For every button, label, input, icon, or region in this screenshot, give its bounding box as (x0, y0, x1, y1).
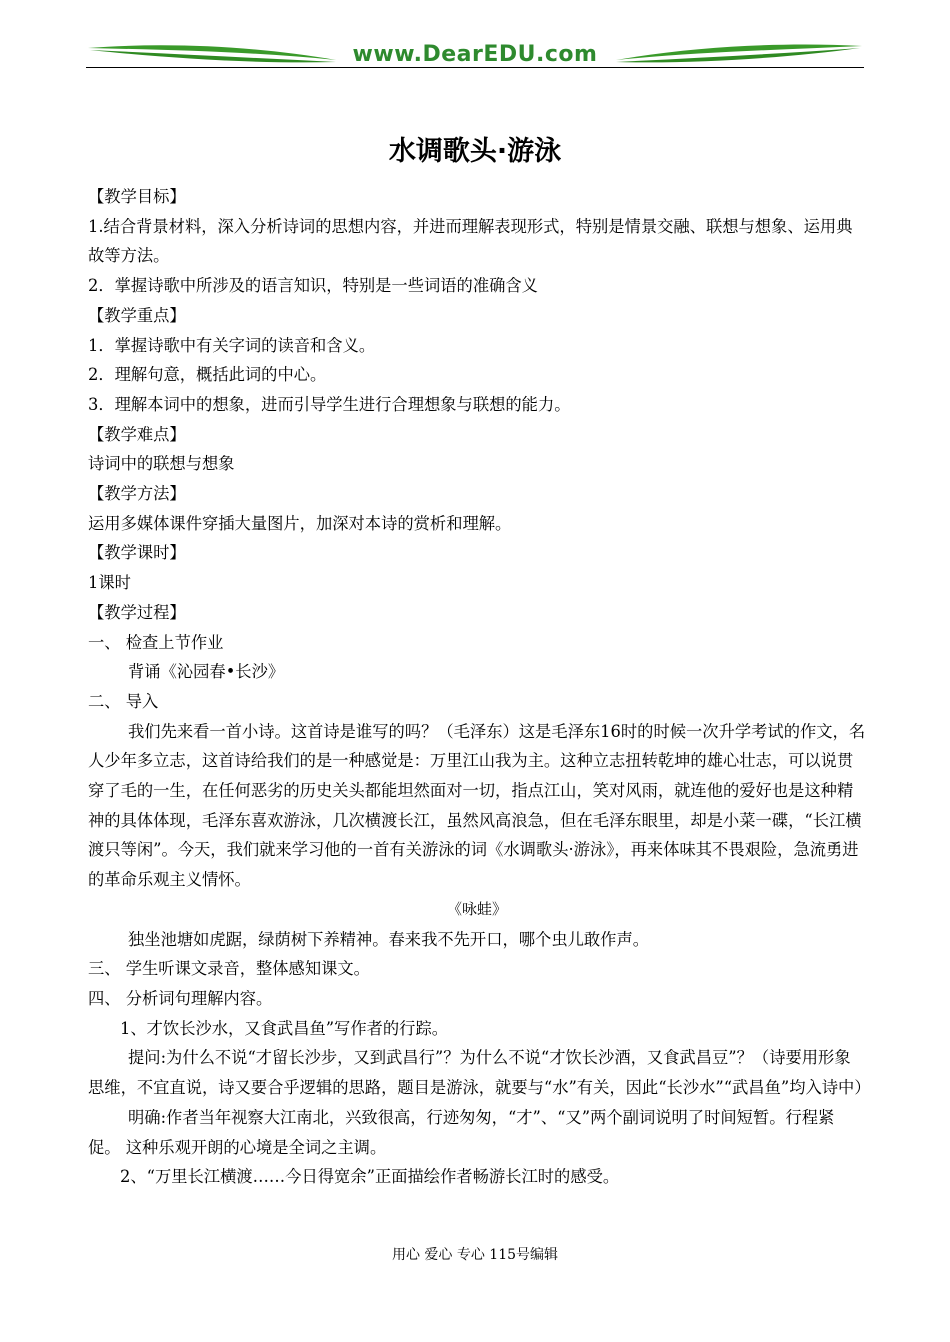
paragraph: 明确:作者当年视察大江南北，兴致很高，行迹匆匆，“才”、“又”两个副词说明了时间短暂。行程紧促。 这种乐观开朗的心境是全词之主调。 (88, 1107, 835, 1157)
document-body (88, 182, 871, 1192)
poem-text: 独坐池塘如虎踞，绿荫树下养精神。春来我不先开口，哪个虫儿敢作声。 (128, 929, 650, 949)
paragraph: 1．掌握诗歌中有关字词的读音和含义。 (88, 335, 376, 355)
section-heading-process: 【教学过程】 (88, 602, 186, 622)
page-footer: 用心 爱心 专心 115号编辑 (391, 1247, 559, 1263)
list-item: 二、 导入 (88, 691, 159, 711)
paragraph: 3．理解本词中的想象，进而引导学生进行合理想象与联想的能力。 (88, 394, 571, 414)
paragraph: 1、才饮长沙水，又食武昌鱼”写作者的行踪。 (120, 1018, 449, 1038)
paragraph: 背诵《沁园春•长沙》 (128, 662, 285, 682)
paragraph: 1.结合背景材料，深入分析诗词的思想内容，并进而理解表现形式，特别是情景交融、联想与想象、运用典故等方法。 (88, 216, 853, 266)
header-divider (86, 67, 864, 68)
site-url: www.DearEDU.com (347, 42, 604, 67)
section-heading-key-points: 【教学重点】 (88, 305, 186, 325)
paragraph: 2、“万里长江横渡……今日得宽余”正面描绘作者畅游长江时的感受。 (120, 1167, 620, 1187)
paragraph: 2．理解句意，概括此词的中心。 (88, 365, 327, 385)
poem-title: 《咏蛙》 (446, 899, 507, 918)
paragraph: 我们先来看一首小诗。这首诗是谁写的吗？（毛泽东）这是毛泽东16时的时候一次升学考试的作文，名人少年多立志，这首诗给我们的是一种感觉是：万里江山我为主。这种立志扭转乾坤的雄心壮志，可以说贯穿了毛的一生，在任何恶劣的历史关头都能坦然面对一切，指点江山，笑对风雨，就连他的爱好也是这种精神的具体体现，毛泽东喜欢游泳，几次横渡长江，虽然风高浪急，但在毛泽东眼里，却是小菜一碟，“长江横渡只等闲”。今天，我们就来学习他的一首有关游泳的词《水调歌头·游泳》，再来体味其不畏艰险，急流勇进的革命乐观主义情怀。 (88, 721, 866, 890)
paragraph: 2．掌握诗歌中所涉及的语言知识，特别是一些词语的准确含义 (88, 276, 538, 296)
paragraph: 提问:为什么不说“才留长沙步，又到武昌行”？为什么不说“才饮长沙酒，又食武昌豆”？（诗要用形象思维，不宜直说，诗又要合乎逻辑的思路，题目是游泳，就要与“水”有关，因此“长沙水”“武昌鱼”均入诗中） (88, 1048, 871, 1098)
paragraph: 1课时 (88, 573, 131, 593)
list-item: 四、 分析词句理解内容。 (88, 988, 273, 1008)
list-item: 一、 检查上节作业 (88, 632, 224, 652)
section-heading-methods: 【教学方法】 (88, 484, 186, 504)
list-item: 三、 学生听课文录音，整体感知课文。 (88, 959, 370, 979)
section-heading-objectives: 【教学目标】 (88, 187, 186, 206)
section-heading-difficulties: 【教学难点】 (88, 424, 186, 444)
section-heading-hours: 【教学课时】 (88, 543, 186, 563)
document-title: 水调歌头·游泳 (388, 136, 562, 167)
paragraph: 诗词中的联想与想象 (88, 454, 235, 474)
paragraph: 运用多媒体课件穿插大量图片，加深对本诗的赏析和理解。 (88, 513, 512, 533)
